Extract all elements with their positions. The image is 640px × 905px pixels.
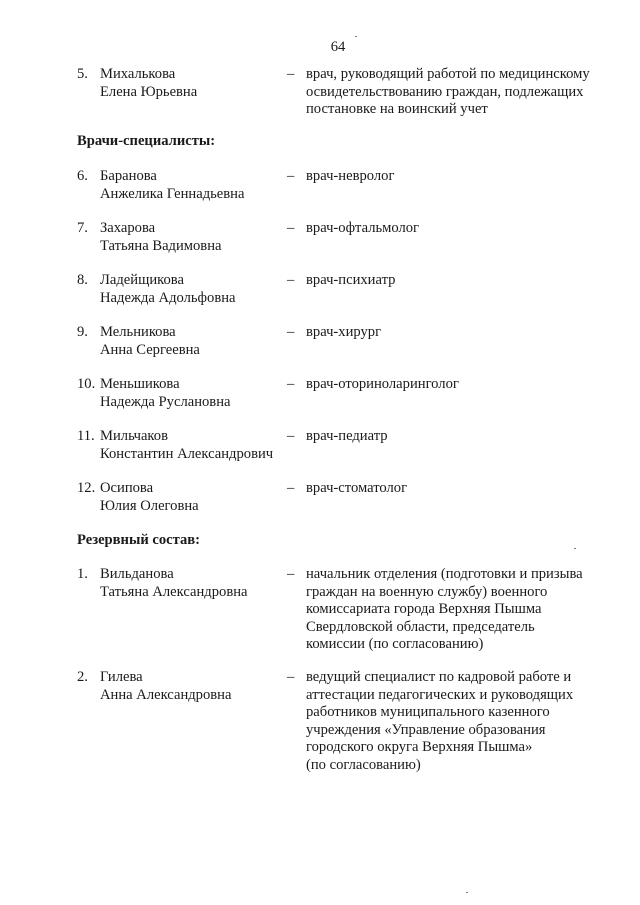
member-role [306,66,611,119]
role-line: Свердловской области, председатель [306,618,535,635]
role-line: врач, руководящий работой по медицинскому [306,66,590,82]
given-name: Анна Сергеевна [100,341,200,358]
role-line: ведущий специалист по кадровой работе и [306,669,572,685]
role-line: врач-оториноларинголог [306,376,459,392]
role-line: аттестации педагогических и руководящих [306,686,574,703]
role-line: врач-хирург [306,324,382,340]
entry-number: 8. [77,272,88,288]
role-line: врач-педиатр [306,428,388,444]
role-line: начальник отделения (подготовки и призыва [306,566,583,582]
role-line: работников муниципального казенного [306,704,550,720]
entry-number: 9. [77,324,88,340]
surname: Вильданова [100,566,174,582]
member-role [306,168,611,186]
given-name: Татьяна Вадимовна [100,237,222,254]
member-role [306,566,611,654]
member-name [100,66,290,101]
entry-number: 10. [77,376,96,392]
entry-number: 6. [77,168,88,184]
member-role [306,428,611,446]
dash: – [287,669,295,685]
given-name: Надежда Руслановна [100,393,231,410]
role-line: врач-невролог [306,168,395,184]
member-role [306,324,611,342]
role-line: комиссии (по согласованию) [306,636,484,652]
entry-number: 11. [77,428,95,444]
page-number: 64 [330,39,346,55]
member-name [100,220,290,255]
surname: Захарова [100,220,156,236]
scan-speck [355,36,357,37]
role-line: городского округа Верхняя Пышма» [306,739,533,755]
entry-number: 5. [77,66,88,82]
section-heading-reserve: Резервный состав: [77,532,201,548]
surname: Осипова [100,480,154,496]
member-name [100,168,290,203]
entry-number: 7. [77,220,88,236]
given-name: Анна Александровна [100,686,232,703]
member-name [100,566,290,601]
role-line: постановке на воинский учет [306,101,488,117]
dash: – [287,480,295,496]
surname: Меньшикова [100,376,180,392]
dash: – [287,376,295,392]
dash: – [287,220,295,236]
member-role [306,480,611,498]
role-line: врач-стоматолог [306,480,408,496]
entry-number: 12. [77,480,96,496]
role-line: освидетельствованию граждан, подлежащих [306,83,584,100]
role-line: врач-психиатр [306,272,396,288]
role-line: граждан на военную службу) военного [306,583,548,600]
dash: – [287,428,295,444]
scan-speck [466,892,468,893]
entry-number: 2. [77,669,88,685]
entry-number: 1. [77,566,88,582]
scan-speck [574,548,576,549]
dash: – [287,66,295,82]
member-name [100,428,290,463]
given-name: Анжелика Геннадьевна [100,185,245,202]
member-role [306,220,611,238]
member-name [100,272,290,307]
given-name: Елена Юрьевна [100,83,198,100]
role-line: (по согласованию) [306,756,421,773]
member-role [306,376,611,394]
surname: Мильчаков [100,428,168,444]
given-name: Татьяна Александровна [100,583,248,600]
surname: Мельникова [100,324,176,340]
member-role [306,669,611,774]
dash: – [287,566,295,582]
member-name [100,669,290,704]
section-heading-specialists: Врачи-специалисты: [77,133,216,149]
role-line: комиссариата города Верхняя Пышма [306,601,542,617]
member-name [100,324,290,359]
given-name: Юлия Олеговна [100,497,199,514]
member-role [306,272,611,290]
member-name [100,480,290,515]
given-name: Надежда Адольфовна [100,289,236,306]
role-line: врач-офтальмолог [306,220,420,236]
dash: – [287,168,295,184]
given-name: Константин Александрович [100,445,274,462]
surname: Ладейщикова [100,272,184,288]
role-line: учреждения «Управление образования [306,721,546,738]
surname: Гилева [100,669,143,685]
dash: – [287,272,295,288]
surname: Михалькова [100,66,176,82]
surname: Баранова [100,168,157,184]
dash: – [287,324,295,340]
member-name [100,376,290,411]
